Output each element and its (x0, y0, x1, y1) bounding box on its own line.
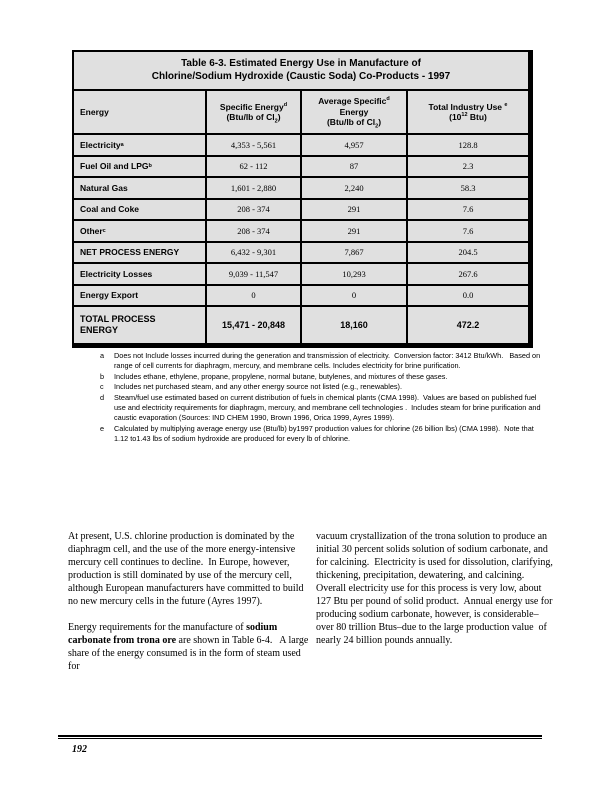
average-energy-cell: 4,957 (302, 135, 408, 157)
footnote-e (100, 424, 542, 445)
specific-energy-cell: 62 - 112 (207, 157, 302, 179)
row-label-cell: Energy Export (74, 286, 207, 308)
table-title-line1: Table 6-3. Estimated Energy Use in Manufacture of (181, 58, 421, 69)
column-header-energy: Energy (74, 91, 207, 135)
footnote-text: Includes ethane, ethylene, propane, propylene, normal butane, butylenes, and mixtures of these gases. (114, 371, 448, 381)
footnote-text: Steam/fuel use estimated based on current distribution of fuels in chemical plants (CMA 1998). Values are based on published fuel use and electricity requirements for diaphragm, mercury, and membrane cell technologies . Includes steam for brine purification and caustic evaporation (Sources: IND CHEM 1990, Brown 1996, Orica 1999, Ayres 1999). (114, 392, 543, 423)
footnote-c (100, 382, 542, 392)
footnote-text: Calculated by multiplying average energy use (Btu/lb) by1997 production values for chlorine (26 billion lbs) (CMA 1998). Note that 1.12 to1.43 lbs of sodium hydroxide are produced for every lb of chlorine. (114, 423, 536, 444)
industry-use-cell: 267.6 (408, 264, 528, 286)
footnote-ref-d: d (386, 96, 390, 103)
footnote-a (100, 351, 542, 372)
table-row-natural-gas (74, 178, 528, 200)
industry-use-cell: 0.0 (408, 286, 528, 308)
industry-use-cell: 58.3 (408, 178, 528, 200)
footnote-ref-d: d (283, 101, 288, 108)
body-left-column (68, 530, 309, 686)
industry-use-cell: 7.6 (408, 200, 528, 222)
average-energy-cell: 291 (302, 200, 408, 222)
paragraph-chlorine-production: At present, U.S. chlorine production is dominated by the diaphragm cell, and the use of the more energy-intensive mercury cell continues to decline. In Europe, however, production is still dominated by use of the mercury cell, although European manufacturers have committed to build no new mercury cells in the future (Ayres 1997). (68, 531, 306, 607)
row-label-cell: Electricity a (74, 135, 207, 157)
industry-use-cell: 128.8 (408, 135, 528, 157)
paragraph-trona-process: vacuum crystallization of the trona solution to produce an initial 30 percent solids solution of sodium carbonate, and for calcining. Electricity is used for dissolution, clarifying, thickening, precipitation, dewatering, and calcining. Overall electricity use for this process is very low, about 127 Btu per pound of solid product. Annual energy use for producing sodium carbonate, however, is considerable–over 80 trillion Btus–due to the large production value of nearly 24 billion pounds annually. (316, 531, 556, 646)
row-label-cell: Electricity Losses (74, 264, 207, 286)
average-energy-cell: 0 (302, 286, 408, 308)
table-row-other (74, 221, 528, 243)
specific-energy-cell: 9,039 - 11,547 (207, 264, 302, 286)
average-energy-cell: 87 (302, 157, 408, 179)
footnote-letter: d (100, 392, 105, 402)
column-header-specific-energy: Specific Energy$^d$ (Btu/lb of $Cl_2$) (207, 91, 302, 135)
footnote-text: Does not Include losses incurred during the generation and transmission of electricity. Conversion factor: 3412 Btu/kWh. Based on range of cell currents for diaphragm, mercury, and membrane cells. Includes electricity for brine purification. (114, 351, 543, 371)
average-energy-cell: 10,293 (302, 264, 408, 286)
energy-use-table (72, 50, 533, 348)
row-label-cell: NET PROCESS ENERGY (74, 243, 207, 265)
average-energy-cell: 2,240 (302, 178, 408, 200)
footnote-letter: b (100, 371, 105, 381)
footnote-letter: a (100, 351, 105, 360)
body-right-column (316, 530, 556, 660)
footnote-letter: c (100, 382, 104, 392)
page-number: 192 (72, 744, 87, 755)
specific-energy-cell: 1,601 - 2,880 (207, 178, 302, 200)
paragraph-sodium-carbonate: Energy requirements for the manufacture of sodium carbonate from trona ore are shown in Table 6-4. A large share of the energy consumed is in the form of steam used for (68, 622, 311, 672)
specific-energy-cell: 4,353 - 5,561 (207, 135, 302, 157)
footnote-letter: e (100, 423, 105, 433)
bold-phrase: sodium carbonate from trona ore (68, 622, 280, 646)
specific-energy-cell: 6,432 - 9,301 (207, 243, 302, 265)
row-label-cell: Natural Gas (74, 178, 207, 200)
industry-use-cell: 472.2 (456, 320, 480, 330)
table-title (74, 52, 528, 91)
specific-energy-cell: 0 (207, 286, 302, 308)
table-row-coal-coke (74, 200, 528, 222)
table-title-line2: Chlorine/Sodium Hydroxide (Caustic Soda) Co-Products - 1997 (151, 71, 451, 82)
footnote-text: Includes net purchased steam, and any other energy source not listed (e.g., renewables). (114, 382, 402, 392)
footnote-d (100, 393, 542, 424)
industry-use-cell: 7.6 (408, 221, 528, 243)
table-footnotes (100, 351, 542, 445)
table-header-row (74, 91, 528, 135)
table-row-electricity-losses (74, 264, 528, 286)
average-energy-cell: 18,160 (302, 307, 408, 343)
footer-rule (58, 735, 542, 739)
row-label-cell: Other c (74, 221, 207, 243)
table-row-electricity (74, 135, 528, 157)
row-label-cell: Fuel Oil and LPG b (74, 157, 207, 179)
table-row-fuel-oil-lpg (74, 157, 528, 179)
table-row-net-process-energy (74, 243, 528, 265)
column-header-total-industry-use: Total Industry Use $^e$ ($10^{12}$ Btu) (408, 91, 528, 135)
average-energy-cell: 291 (302, 221, 408, 243)
specific-energy-cell: 208 - 374 (207, 200, 302, 222)
industry-use-cell: 204.5 (408, 243, 528, 265)
row-label-cell: Coal and Coke (74, 200, 207, 222)
specific-energy-cell: 15,471 - 20,848 (207, 307, 302, 343)
specific-energy-cell: 208 - 374 (207, 221, 302, 243)
footnote-ref-e: e (504, 101, 508, 108)
industry-use-cell: 2.3 (408, 157, 528, 179)
footnote-b (100, 372, 542, 382)
row-label-cell: TOTAL PROCESS ENERGY (74, 307, 207, 343)
average-energy-cell: 7,867 (302, 243, 408, 265)
column-header-average-specific: Average Specific$^d$ Energy (Btu/lb of $Cl_2$) (302, 91, 408, 135)
table-row-energy-export (74, 286, 528, 308)
table-row-total-process-energy (74, 307, 528, 343)
